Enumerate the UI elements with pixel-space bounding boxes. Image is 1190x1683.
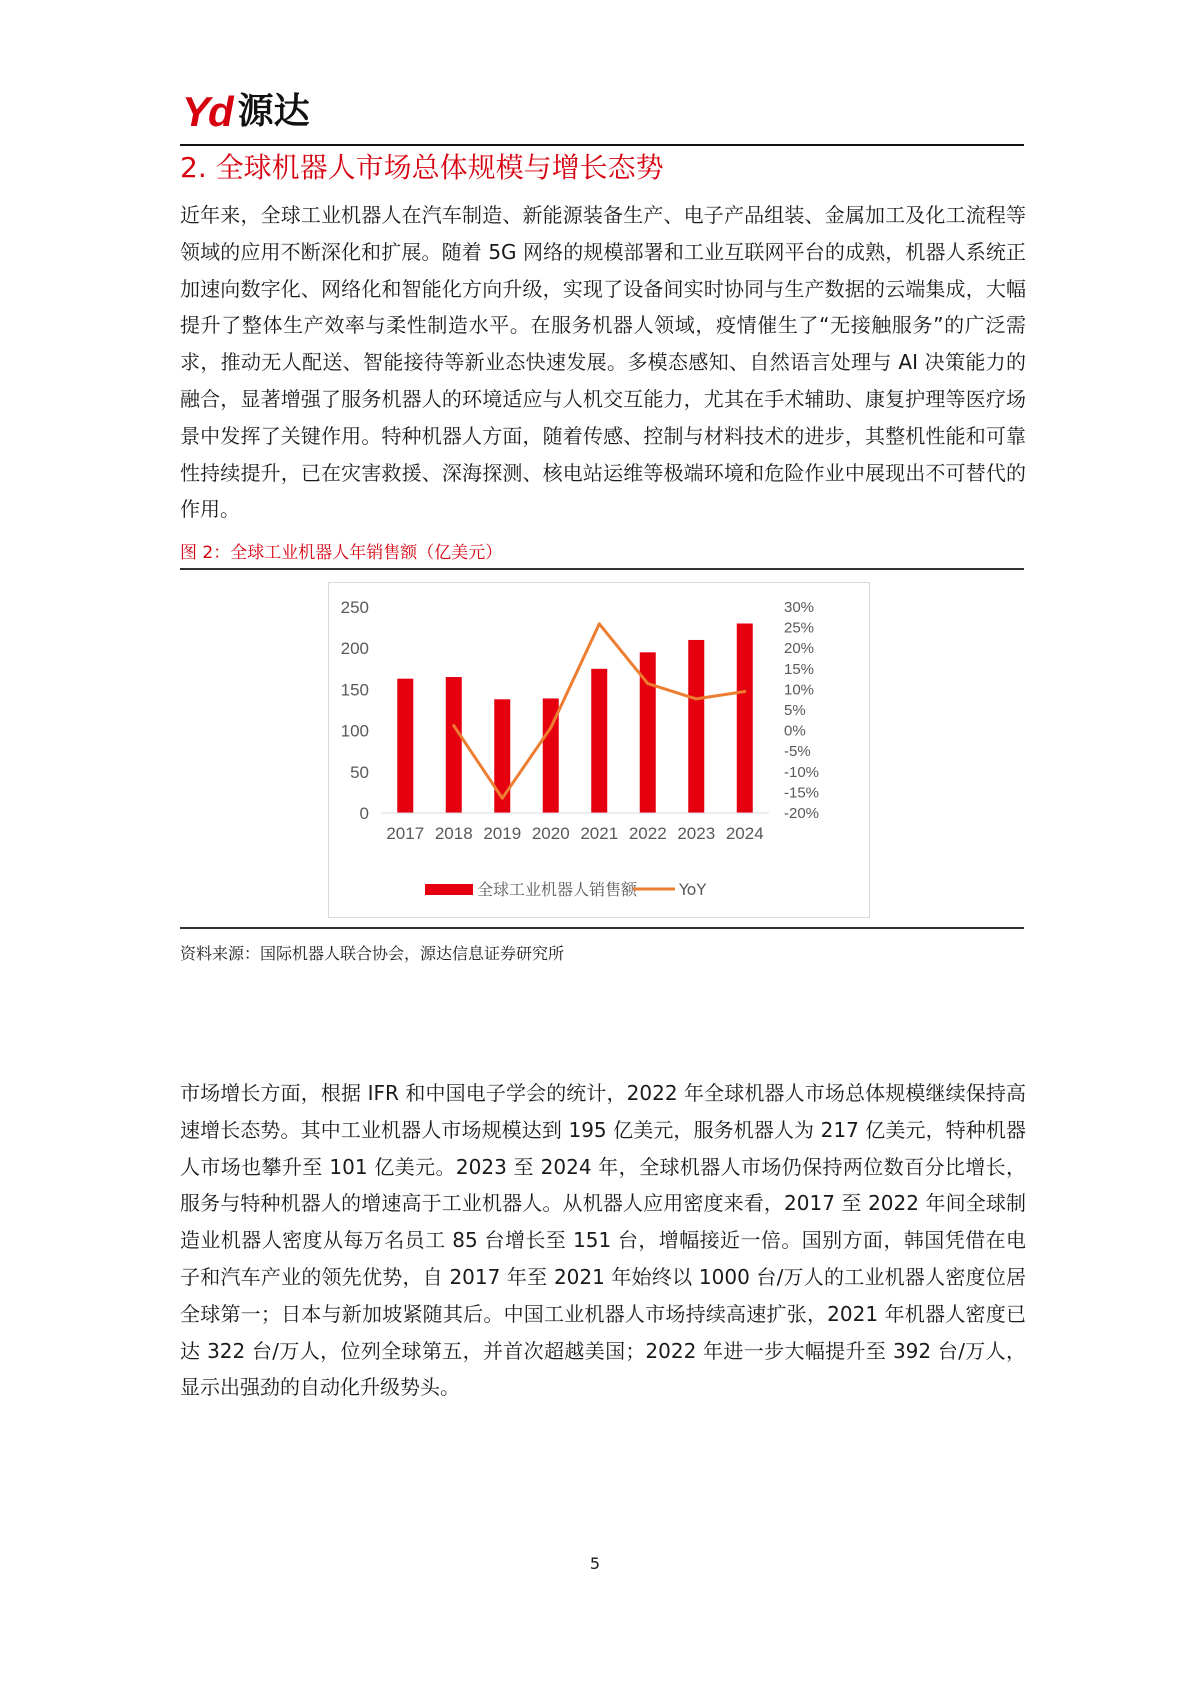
yoy-point: [549, 726, 552, 729]
sales-bar: [737, 623, 753, 813]
yoy-point: [695, 697, 698, 700]
page-number: 5: [589, 1554, 601, 1573]
sales-chart: [328, 582, 870, 918]
sales-bar: [688, 640, 704, 813]
x-tick-label: 2023: [677, 824, 716, 843]
sales-bar: [397, 679, 413, 813]
y-right-tick-label: 20%: [784, 640, 815, 658]
y-left-tick-label: 150: [340, 680, 369, 700]
yoy-point: [598, 622, 601, 625]
y-right-tick-label: -5%: [784, 743, 811, 761]
brand-logo: [182, 88, 310, 134]
x-tick-label: 2021: [580, 824, 619, 843]
y-left-tick-label: 200: [340, 639, 369, 659]
y-left-tick-label: 100: [340, 721, 369, 741]
y-right-tick-label: 10%: [784, 681, 815, 699]
chart-canvas: [329, 583, 869, 917]
sales-bar: [446, 677, 462, 813]
intro-paragraph: 近年来，全球工业机器人在汽车制造、新能源装备生产、电子产品组装、金属加工及化工流程等领域的应用不断深化和扩展。随着 5G 网络的规模部署和工业互联网平台的成熟，机器人系统正加速向数字化、网络化和智能化方向升级，实现了设备间实时协同与生产数据的云端集成，大幅提升了整体生产效率与柔性制造水平。在服务机器人领域，疫情催生了“无接触服务”的广泛需求，推动无人配送、智能接待等新业态快速发展。多模态感知、自然语言处理与 AI 决策能力的融合，显著增强了服务机器人的环境适应与人机交互能力，尤其在手术辅助、康复护理等医疗场景中发挥了关键作用。特种机器人方面，随着传感、控制与材料技术的进步，其整机性能和可靠性持续提升，已在灾害救援、深海探测、核电站运维等极端环境和危险作业中展现出不可替代的作用。: [180, 203, 1026, 522]
market-paragraph: 市场增长方面，根据 IFR 和中国电子学会的统计，2022 年全球机器人市场总体规模继续保持高速增长态势。其中工业机器人市场规模达到 195 亿美元，服务机器人为 217 亿美元，特种机器人市场也攀升至 101 亿美元。2023 至 2024 年，全球机器人市场仍保持两位数百分比增长，服务与特种机器人的增速高于工业机器人。从机器人应用密度来看，2017 至 2022 年间全球制造业机器人密度从每万名员工 85 台增长至 151 台，增幅接近一倍。国别方面，韩国凭借在电子和汽车产业的领先优势，自 2017 年至 2021 年始终以 1000 台/万人的工业机器人密度位居全球第一；日本与新加坡紧随其后。中国工业机器人市场持续高速扩张，2021 年机器人密度已达 322 台/万人，位列全球第五，并首次超越美国；2022 年进一步大幅提升至 392 台/万人，显示出强劲的自动化升级势头。: [180, 1081, 1026, 1400]
x-tick-label: 2019: [483, 824, 522, 843]
y-right-tick-label: 25%: [784, 619, 815, 637]
figure-top-rule: [180, 568, 1024, 570]
x-tick-label: 2024: [725, 824, 764, 843]
yoy-point: [501, 797, 504, 800]
legend-line-label: YoY: [679, 880, 707, 899]
sales-bar: [591, 669, 607, 813]
x-tick-label: 2017: [386, 824, 425, 843]
y-left-tick-label: 50: [350, 762, 369, 782]
figure-bottom-rule: [180, 927, 1024, 929]
y-right-tick-label: 15%: [784, 660, 815, 678]
header-divider: [180, 144, 1024, 146]
yoy-point: [646, 682, 649, 685]
y-left-tick-label: 250: [340, 598, 369, 617]
y-right-tick-label: -15%: [784, 784, 820, 802]
logo-text: 源达: [237, 91, 310, 132]
y-right-tick-label: -10%: [784, 763, 820, 781]
logo-mark: Yd: [182, 88, 232, 135]
y-right-tick-label: 0%: [784, 722, 806, 740]
y-left-tick-label: 0: [359, 804, 369, 823]
figure-source: 资料来源：国际机器人联合协会，源达信息证券研究所: [180, 944, 565, 963]
legend-bar-label: 全球工业机器人销售额: [477, 880, 638, 899]
y-right-tick-label: -20%: [784, 805, 820, 822]
figure-caption: 图 2：全球工业机器人年销售额（亿美元）: [180, 543, 503, 563]
y-right-tick-label: 30%: [784, 599, 815, 616]
x-tick-label: 2018: [434, 824, 473, 843]
yoy-point: [452, 724, 455, 727]
x-tick-label: 2022: [628, 824, 667, 843]
y-right-tick-label: 5%: [784, 702, 806, 719]
legend-bar-swatch: [425, 884, 473, 895]
x-tick-label: 2020: [531, 824, 570, 843]
yoy-point: [743, 690, 746, 693]
section-title: 2. 全球机器人市场总体规模与增长态势: [180, 151, 664, 184]
